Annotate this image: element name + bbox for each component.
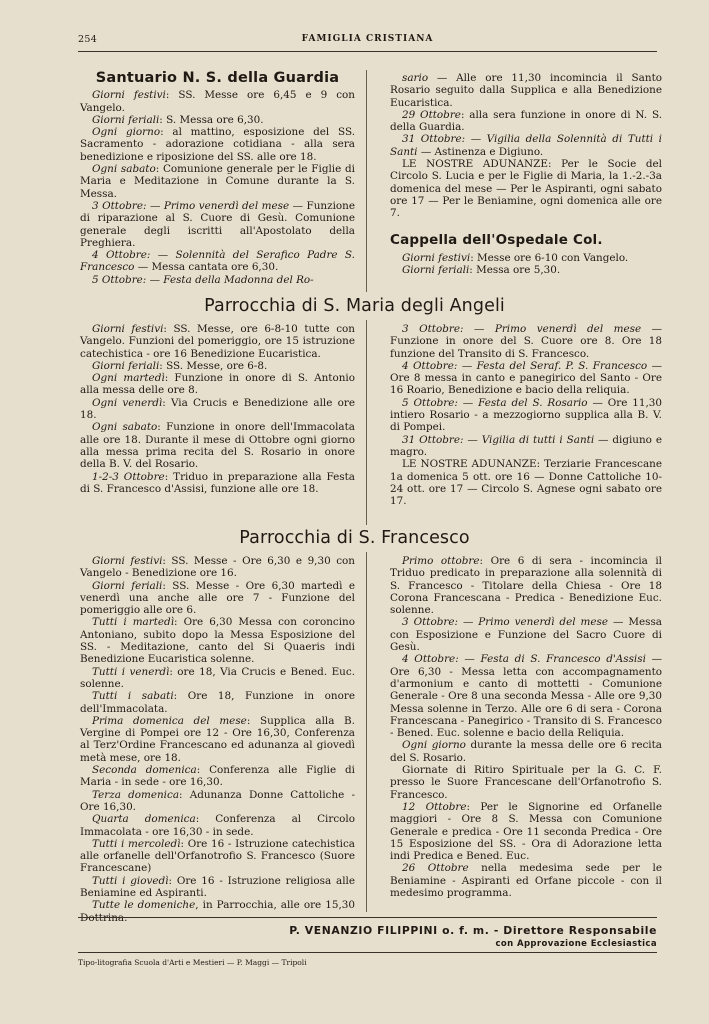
francesco-right xyxy=(390,555,662,899)
schedule-paragraph xyxy=(80,274,355,286)
paragraph-text: : al mattino, esposizione del SS. Sacramento - adorazione cotidiana - alla sera benedizione e riposizione del SS. alle ore 18. xyxy=(80,126,355,163)
schedule-paragraph xyxy=(80,875,355,900)
schedule-paragraph xyxy=(390,264,662,276)
paragraph-text: : SS. Messe - Ore 6,30 e 9,30 con Vangelo - Benedizione ore 16. xyxy=(80,555,355,580)
paragraph-text: : Per le Signorine ed Orfanelle maggiori - Ore 8 S. Messa con Comunione Generale e predica - Ore 11 seconda Predica - Ore 15 Esposizione del SS. - Ora di Adorazione letta indi Predica e Bened. Euc. xyxy=(390,800,663,863)
paragraph-text: : Via Crucis e Benedizione alle ore 18. xyxy=(80,396,355,422)
paragraph-lead: Giorni feriali xyxy=(92,113,160,126)
schedule-paragraph xyxy=(390,764,662,801)
schedule-paragraph xyxy=(80,789,355,814)
paragraph-lead: 5 Ottobre: — Festa del S. Rosario xyxy=(402,396,588,409)
column-divider xyxy=(366,552,367,912)
paragraph-text: : Comunione generale per le Figlie di Maria e Meditazione in Comune durante la S. Messa. xyxy=(80,163,355,200)
guardia-paragraphs xyxy=(80,89,355,286)
paragraph-lead: Tutti i mercoledì xyxy=(92,837,181,850)
paragraph-lead: Ogni martedì xyxy=(92,372,165,385)
schedule-paragraph xyxy=(80,715,355,764)
schedule-paragraph xyxy=(390,862,662,899)
paragraph-lead: Ogni sabato xyxy=(92,163,156,176)
imprint-rule xyxy=(78,952,657,953)
schedule-paragraph xyxy=(390,158,662,219)
schedule-paragraph xyxy=(80,471,355,496)
column-divider xyxy=(366,70,367,292)
schedule-paragraph xyxy=(390,458,662,507)
schedule-paragraph xyxy=(80,360,355,372)
schedule-paragraph xyxy=(390,434,662,459)
paragraph-text: , in Parrocchia, alle ore 15,30 xyxy=(195,899,355,912)
paragraph-lead: Giorni festivi xyxy=(402,251,471,264)
schedule-paragraph xyxy=(80,690,355,715)
angeli-right xyxy=(390,323,662,507)
paragraph-text: — digiuno e magro. xyxy=(390,433,662,458)
column-divider xyxy=(366,320,367,525)
paragraph-lead: Giorni festivi xyxy=(92,89,166,102)
schedule-paragraph xyxy=(390,739,662,764)
page-number: 254 xyxy=(78,34,98,45)
schedule-paragraph xyxy=(390,653,662,739)
schedule-paragraph xyxy=(80,813,355,838)
paragraph-text: Funzione di riparazione al S. Cuore di Gesù. Comunione generale degli iscritti all'Apostolato della Preghiera. xyxy=(80,199,355,249)
printer-imprint: Tipo-litografia Scuola d'Arti e Mestieri — P. Maggi — Tripoli xyxy=(78,958,307,967)
paragraph-text: Giornate di Ritiro Spirituale per la G. C. F. presso le Suore Francescane dell'Orfanotrofio S. Francesco. xyxy=(390,764,662,801)
paragraph-lead: 3 Ottobre: — Primo venerdì del mese — xyxy=(92,199,304,212)
schedule-paragraph xyxy=(80,200,355,249)
paragraph-text: — Messa cantata ore 6,30. xyxy=(134,261,279,274)
schedule-paragraph xyxy=(80,397,355,422)
francesco-heading: Parrocchia di S. Francesco xyxy=(239,528,470,548)
paragraph-lead: Quarta domenica xyxy=(92,813,196,826)
schedule-paragraph xyxy=(80,555,355,580)
paragraph-lead: Prima domenica del mese xyxy=(92,714,247,727)
paragraph-lead: 4 Ottobre: — Solennità del Serafico Padre S. Francesco xyxy=(80,249,355,274)
angeli-heading: Parrocchia di S. Maria degli Angeli xyxy=(204,296,505,316)
paragraph-lead: Tutti i venerdì xyxy=(92,665,170,678)
paragraph-text: — Alle ore 11,30 incomincia il Santo Rosario seguito dalla Supplica e alla Benedizione Eucaristica. xyxy=(390,72,662,109)
paragraph-lead: sario xyxy=(402,72,429,84)
schedule-paragraph xyxy=(390,109,662,134)
schedule-paragraph xyxy=(390,616,662,653)
paragraph-text: : Ore 18, Funzione in onore dell'Immacolata. xyxy=(80,690,355,715)
paragraph-text: — Funzione in onore del S. Cuore ore 8. Ore 18 funzione del Transito di S. Francesco. xyxy=(390,323,663,360)
paragraph-lead: Tutti i giovedì xyxy=(92,874,169,887)
paragraph-text: : SS. Messe, ore 6-8-10 tutte con Vangelo. Funzioni del pomeriggio, ore 15 istruzione catechistica - ore 16 Benedizione Eucaristica. xyxy=(80,323,355,360)
schedule-paragraph xyxy=(80,838,355,875)
director-signature: P. VENANZIO FILIPPINI o. f. m. - Direttore Responsabile xyxy=(289,924,657,937)
paragraph-text: : Funzione in onore dell'Immacolata alle ore 18. Durante il mese di Ottobre ogni giorno alla messa prima recita del S. Rosario in onore della B. V. del Rosario. xyxy=(80,421,356,471)
header-rule xyxy=(78,51,657,52)
paragraph-lead: Tutte le domeniche xyxy=(92,899,196,912)
schedule-paragraph xyxy=(80,372,355,397)
paragraph-lead: 3 Ottobre: — Primo venerdì del mese xyxy=(402,616,609,629)
ospedale-paragraphs xyxy=(390,252,662,277)
schedule-paragraph xyxy=(80,114,355,126)
paragraph-text: LE NOSTRE ADUNANZE: Per le Socie del Circolo S. Lucia e per le Figlie di Maria, la 1.-2.-3a domenica del mese — Per le Aspiranti, ogni sabato ore 17 — Per le Beniamine, ogni domenica alle ore 7. xyxy=(390,158,662,220)
ospedale-heading: Cappella dell'Ospedale Col. xyxy=(390,231,603,248)
paragraph-text: : alla sera funzione in onore di N. S. della Guardia. xyxy=(390,108,662,134)
paragraph-text: : Conferenza al Circolo Immacolata - ore 16,30 - in sede. xyxy=(80,813,355,838)
paragraph-lead: 12 Ottobre xyxy=(402,800,467,813)
paragraph-text: — Ore 6,30 - Messa letta con accompagnamento d'armonium e canto di mottetti - Comunione Generale - Ore 8 una seconda Messa - Alle ore 9,30 Messa solenne in Terzo. Alle ore 6 di sera - Corona Francescana - Panegirico - Transito di S. Francesco - Bened. Euc. solenne e bacio della Reliquia. xyxy=(390,653,662,740)
schedule-paragraph xyxy=(80,126,355,163)
paragraph-text: : Adunanza Donne Cattoliche - Ore 16,30. xyxy=(80,788,356,813)
paragraph-text: : S. Messa ore 6,30. xyxy=(159,113,264,126)
guardia-heading: Santuario N. S. della Guardia xyxy=(95,70,340,86)
paragraph-text: : Ore 16 - Istruzione catechistica alle orfanelle dell'Orfanotrofio S. Francesco (Suore Francescane) xyxy=(80,837,355,875)
paragraph-text: : ore 18, Via Crucis e Bened. Euc. solenne. xyxy=(80,665,355,690)
paragraph-text: : SS. Messe - Ore 6,30 martedì e venerdì una anche alle ore 7 - Funzione del pomeriggio alle ore 6. xyxy=(80,579,355,617)
paragraph-lead: Giorni festivi xyxy=(92,323,164,335)
paragraph-text: LE NOSTRE ADUNANZE: Terziarie Francescane 1a domenica 5 ott. ore 16 — Donne Cattoliche 10-24 ott. ore 17 — Circolo S. Agnese ogni sabato ore 17. xyxy=(390,458,662,508)
schedule-paragraph xyxy=(80,666,355,691)
magazine-title: FAMIGLIA CRISTIANA xyxy=(301,34,434,44)
paragraph-text: : Supplica alla B. Vergine di Pompei ore 12 - Ore 16,30, Conferenza al Terz'Ordine Francescano ed adunanza al giovedì metà mese, ore 18. xyxy=(80,714,355,764)
paragraph-text: : Triduo in preparazione alla Festa di S. Francesco d'Assisi, funzione alle ore 18. xyxy=(80,470,355,495)
paragraph-lead: 3 Ottobre: — Primo venerdì del mese xyxy=(402,323,642,335)
paragraph-lead: Ogni giorno xyxy=(402,739,466,752)
paragraph-text: : Conferenza alle Figlie di Maria - in sede - ore 16,30. xyxy=(80,764,356,789)
paragraph-lead: 4 Ottobre: — Festa del Seraf. P. S. Francesco xyxy=(402,359,648,372)
paragraph-lead: Giorni feriali xyxy=(92,359,160,372)
angeli-left xyxy=(80,323,355,495)
paragraph-lead: 4 Ottobre: — Festa di S. Francesco d'Assisi xyxy=(402,653,646,666)
paragraph-lead: Tutti i martedì xyxy=(92,616,175,629)
paragraph-lead: Giorni festivi xyxy=(92,555,163,567)
schedule-paragraph xyxy=(390,360,662,397)
paragraph-text: — Astinenza e Digiuno. xyxy=(417,145,544,158)
paragraph-text: : Ore 6 di sera - incomincia il Triduo predicato in preparazione alla solennità di S. Francesco - Titolare della Chiesa - Ore 18 Corona Francescana - Predica - Benedizione Euc. solenne. xyxy=(390,555,663,617)
paragraph-lead: 26 Ottobre xyxy=(402,862,469,875)
schedule-paragraph xyxy=(80,421,355,470)
paragraph-lead: Seconda domenica xyxy=(92,764,197,777)
paragraph-text: nella medesima sede per le Beniamine - Aspiranti ed Orfane piccole - con il medesimo programma. xyxy=(390,862,663,900)
paragraph-text: : Messa ore 5,30. xyxy=(469,264,561,277)
schedule-paragraph xyxy=(80,249,355,274)
schedule-paragraph xyxy=(390,323,662,360)
approval-note: con Approvazione Ecclesiastica xyxy=(495,939,657,949)
paragraph-lead: Giorni feriali xyxy=(402,264,470,277)
paragraph-text: durante la messa delle ore 6 recita del S. Rosario. xyxy=(390,739,662,764)
paragraph-lead: Terza domenica xyxy=(92,788,180,801)
paragraph-text: : Messe ore 6-10 con Vangelo. xyxy=(470,251,629,264)
guardia-continued-column xyxy=(390,72,662,276)
schedule-paragraph xyxy=(80,580,355,617)
running-header xyxy=(78,34,657,50)
schedule-paragraph xyxy=(80,163,355,200)
schedule-paragraph xyxy=(80,89,355,114)
paragraph-lead: Tutti i sabati xyxy=(92,690,174,703)
francesco-left xyxy=(80,555,355,924)
guardia-continued xyxy=(390,72,662,220)
paragraph-lead: 5 Ottobre: — Festa della Madonna del Ro- xyxy=(92,273,314,286)
paragraph-lead: 1-2-3 Ottobre xyxy=(92,470,165,483)
schedule-paragraph xyxy=(80,899,355,924)
paragraph-text: — Ore 8 messa in canto e panegirico del Santo - Ore 16 Roario, Benedizione e bacio della reliquia. xyxy=(390,359,662,397)
paragraph-lead: Ogni giorno xyxy=(92,126,161,139)
paragraph-lead: Ogni venerdì xyxy=(92,396,163,409)
schedule-paragraph xyxy=(80,323,355,360)
paragraph-lead: 29 Ottobre xyxy=(402,108,461,121)
schedule-paragraph xyxy=(80,764,355,789)
schedule-paragraph xyxy=(390,801,662,862)
paragraph-text: — Ore 11,30 intiero Rosario - a mezzogiorno supplica alla B. V. di Pompei. xyxy=(390,396,663,434)
schedule-paragraph xyxy=(80,616,355,665)
paragraph-text: : Ore 16 - Istruzione religiosa alle Beniamine ed Aspiranti. xyxy=(80,874,355,900)
paragraph-lead: 31 Ottobre: — Vigilia di tutti i Santi xyxy=(402,433,595,446)
schedule-paragraph xyxy=(390,72,662,109)
paragraph-text: — Messa con Esposizione e Funzione del Sacro Cuore di Gesù. xyxy=(390,616,662,654)
schedule-paragraph xyxy=(390,133,662,158)
schedule-paragraph xyxy=(390,555,662,616)
paragraph-lead: Ogni sabato xyxy=(92,421,158,434)
paragraph-lead: 31 Ottobre: — Vigilia della Solennità di Tutti i Santi xyxy=(390,133,662,158)
schedule-paragraph xyxy=(390,252,662,264)
paragraph-text: : SS. Messe ore 6,45 e 9 con Vangelo. xyxy=(80,89,356,114)
footer-rule xyxy=(78,917,657,918)
schedule-paragraph xyxy=(390,397,662,434)
guardia-column xyxy=(80,72,355,286)
paragraph-text: : Ore 6,30 Messa con coroncino Antoniano, subito dopo la Messa Esposizione del SS. - Meditazione, canto del Si Quaeris indi Benedizione Eucaristica solenne. xyxy=(80,616,356,666)
paragraph-lead: Primo ottobre xyxy=(402,555,480,567)
paragraph-text: : Funzione in onore di S. Antonio alla messa delle ore 8. xyxy=(80,372,355,397)
paragraph-text: : SS. Messe, ore 6-8. xyxy=(159,359,268,372)
paragraph-lead: Giorni feriali xyxy=(92,579,163,592)
